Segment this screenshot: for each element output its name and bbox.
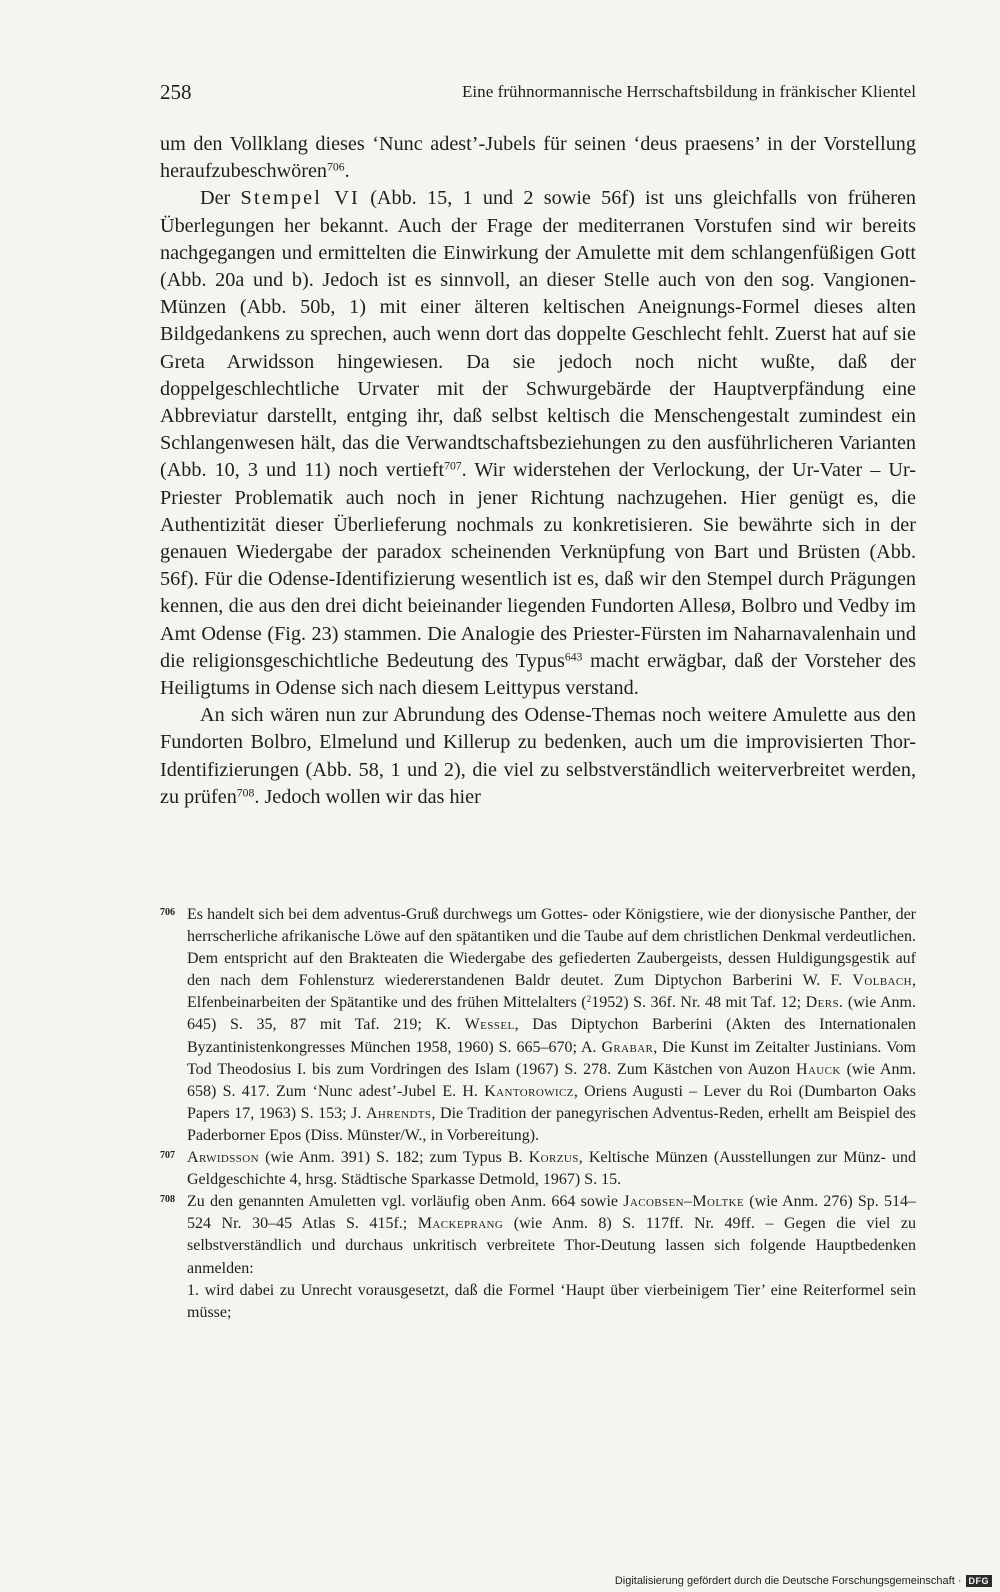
fn-text: (wie Anm. 276) Sp. 514–524 Nr. 30–45 Atlas S. 415f.; xyxy=(187,1193,917,1233)
note-ref-643[interactable]: 643 xyxy=(564,650,583,664)
author-name: Ahrendts xyxy=(365,1104,432,1122)
banner-text: Digitalisierung gefördert durch die Deutsche Forschungsgemeinschaft · xyxy=(614,1575,962,1587)
fn-text: , Die Tradition der panegyrischen Adventus-Reden, erhellt am Beispiel des Paderborner Epos (Diss. Münster/W., in Vorbereitung). xyxy=(187,1104,917,1144)
paragraph-3 xyxy=(160,702,916,811)
paragraph-1-text: um den Vollklang dieses ‘Nunc adest’-Jubels für seinen ‘deus praesens’ in der Vorstellung heraufzubeschwören xyxy=(160,133,916,183)
paragraph-3-text-b: . Jedoch wollen wir das hier xyxy=(254,785,481,808)
paragraph-2-text-a: (Abb. 15, 1 und 2 sowie 56f) ist uns gleichfalls von früheren Überlegungen her bekannt. Auch der Frage der mediterranen Vorstufen sind wir bereits nachgegangen und ermittelten die Einwirkung der Amulette mit dem schlangenfüßigen Gott (Abb. 20a und b). Jedoch ist es sinnvoll, an dieser Stelle auch von den sog. Vangionen-Münzen (Abb. 50b, 1) mit einer älteren keltischen Aneignungs-Formel dieses alten Bildgedankens zu sprechen, auch wenn dort das doppelte Geschlecht fehlt. Zuerst hat auf sie Greta Arwidsson hingewiesen. Da sie jedoch noch nicht wußte, daß der doppelgeschlechtliche Urvater mit der Schwurgebärde der Hauptverpfändung eine Abbreviatur darstellt, entging ihr, daß selbst keltisch die Menschengestalt zumindest ein Schlangenwesen hält, das die Verwandtschaftsbeziehungen zu den ausführlicheren Varianten (Abb. 10, 3 und 11) noch vertieft xyxy=(160,187,916,482)
footnote-text xyxy=(187,1191,916,1279)
author-name: Jacobsen–Moltke xyxy=(623,1193,745,1211)
footnote-708 xyxy=(160,1191,916,1324)
page-number: 258 xyxy=(160,80,192,104)
author-name: Ders. xyxy=(805,994,844,1012)
author-name: Kantorowicz xyxy=(484,1082,574,1100)
fn-text: , Die Kunst im Zeitalter Justinians. Vom Tod Theodosius I. bis zum Vordringen des Islam (1967) S. 278. Zum Kästchen von Auzon xyxy=(187,1038,917,1078)
author-name: Volbach xyxy=(852,972,912,990)
running-head-title: Eine frühnormannische Herrschaftsbildung in fränkischer Klientel xyxy=(461,82,916,101)
fn-text: , Keltische Münzen (Ausstellungen zur Münz- und Geldgeschichte 4, hrsg. Städtische Sparkasse Detmold, 1967) S. 15. xyxy=(187,1149,917,1189)
fn-text: , Elfenbeinarbeiten der Spätantike und des frühen Mittelalters ( xyxy=(187,972,916,1012)
fn-text: Es handelt sich bei dem adventus-Gruß durchwegs um Gottes- oder Königstiere, wie der dionysische Panther, der herrscherliche afrikanische Löwe auf den spätantiken und die Taube auf dem christlichen Denkmal verdeutlichen. Dem entspricht auf den Brakteaten die Wiedergabe des gefiederten Zaubergeists, dessen Huldigungsgestik auf den nach dem Fohlensturz wiedererstandenen Baldr deutet. Zum Diptychon Barberini W. F. xyxy=(187,906,916,990)
author-name: Mackeprang xyxy=(417,1215,504,1233)
main-text xyxy=(160,131,916,811)
footnote-707 xyxy=(160,1147,916,1191)
note-ref-706[interactable]: 706 xyxy=(327,160,345,174)
fn-text: , Das Diptychon Barberini (Akten des Internationalen Byzantinistenkongresses München 1958, 1960) S. 665–670; A. xyxy=(187,1016,917,1056)
footnote-number: 708 xyxy=(160,1194,175,1206)
author-name: Arwidsson xyxy=(187,1149,259,1167)
stempel-term: Stempel VI xyxy=(240,187,360,210)
footnote-text xyxy=(187,1147,916,1191)
edition-superscript: 2 xyxy=(586,995,592,1006)
fn-text: , Oriens Augusti – Lever du Roi (Dumbarton Oaks Papers 17, 1963) S. 153; J. xyxy=(187,1082,916,1122)
note-ref-708[interactable]: 708 xyxy=(236,786,255,800)
footnote-list-item-1: 1. wird dabei zu Unrecht vorausgesetzt, daß die Formel ‘Haupt über vierbeinigem Tier’ eine Reiterformel sein müsse; xyxy=(187,1281,916,1321)
author-name: Grabar xyxy=(601,1038,654,1056)
paragraph-2-lead: Der xyxy=(200,187,241,210)
note-ref-707[interactable]: 707 xyxy=(444,460,462,473)
fn-text: (wie Anm. 391) S. 182; zum Typus B. xyxy=(259,1149,529,1167)
author-name: Wessel xyxy=(464,1016,515,1034)
paragraph-3-text-a: An sich wären nun zur Abrundung des Odense-Themas noch weitere Amulette aus den Fundorten Bolbro, Elmelund und Killerup zu bedenken, auch um die improvisierten Thor-Identifizierungen (Abb. 58, 1 und 2), die viel zu selbstverständlich weiterverbreitet werden, zu prüfen xyxy=(160,704,916,808)
paragraph-2-text-b: . Wir widerstehen der Verlockung, der Ur-Vater – Ur-Priester Problematik auch noch in jener Richtung nachzugehen. Hier genügt es, die Authentizität dieser Überlieferung nochmals zu konkretisieren. Sie bewährte sich in der genauen Wiedergabe der paradox scheinenden Verknüpfung von Bart und Brüsten (Abb. 56f). Für die Odense-Identifizierung wesentlich ist es, daß wir den Stempel durch Prägungen kennen, die aus den drei dicht beieinander liegenden Fundorten Allesø, Bolbro und Vedby im Amt Odense (Fig. 23) stammen. Die Analogie des Priester-Fürsten im Naharnavalenhain und die religionsgeschichtliche Bedeutung des Typus xyxy=(160,459,917,672)
footnotes xyxy=(160,904,916,1324)
fn-text: Zu den genannten Amuletten vgl. vorläufig oben Anm. 664 sowie xyxy=(187,1193,624,1211)
footnote-text xyxy=(187,904,916,1147)
paragraph-1 xyxy=(160,131,916,185)
fn-text: 1952) S. 36f. Nr. 48 mit Taf. 12; xyxy=(591,994,806,1012)
paragraph-2-text-c: macht erwägbar, daß der Vorsteher des Heiligtums in Odense sich nach diesem Leittypus verstand. xyxy=(160,649,917,700)
digitization-banner xyxy=(615,1574,992,1588)
author-name: Korzus xyxy=(528,1149,579,1167)
fn-text: (wie Anm. 645) S. 35, 87 mit Taf. 219; K. xyxy=(187,994,917,1034)
author-name: Hauck xyxy=(796,1060,841,1078)
paragraph-1-tail: . xyxy=(344,160,350,183)
footnote-number: 707 xyxy=(160,1150,175,1162)
dfg-logo[interactable]: DFG xyxy=(966,1575,993,1587)
paragraph-2 xyxy=(160,185,916,702)
fn-text: (wie Anm. 8) S. 117ff. Nr. 49ff. – Gegen die viel zu selbstverständlich und durchaus unkritisch verbreitete Thor-Deutung lassen sich folgende Hauptbedenken anmelden: xyxy=(187,1215,917,1277)
footnote-706 xyxy=(160,904,916,1147)
fn-text: (wie Anm. 658) S. 417. Zum ‘Nunc adest’-Jubel E. H. xyxy=(187,1060,917,1100)
footnote-number: 706 xyxy=(160,907,175,918)
